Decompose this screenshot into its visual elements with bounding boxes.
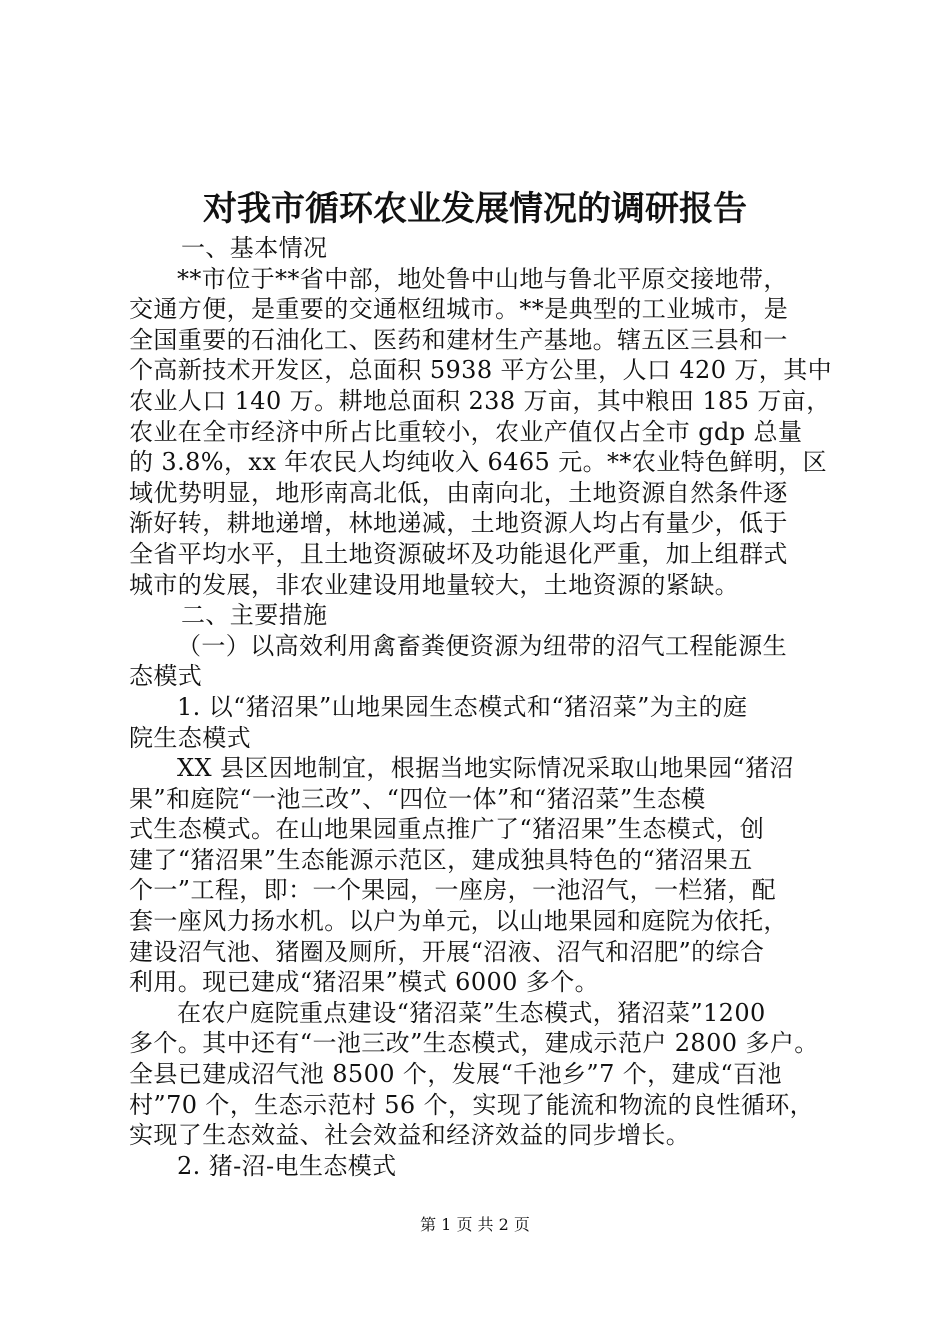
- paragraph-line: 全国重要的石油化工、医药和建材生产基地。辖五区三县和一: [129, 325, 788, 354]
- paragraph-line: 全县已建成沼气池 8500 个，发展“千池乡”7 个，建成“百池: [129, 1060, 782, 1089]
- section-heading-basic: 一、基本情况: [181, 234, 328, 262]
- paragraph-line: 建了“猪沼果”生态能源示范区，建成独具特色的“猪沼果五: [129, 845, 753, 874]
- paragraph-line: 域优势明显，地形南高北低，由南向北，土地资源自然条件逐: [129, 478, 788, 507]
- paragraph-line: 交通方便，是重要的交通枢纽城市。**是典型的工业城市，是: [129, 295, 789, 324]
- paragraph-line: 果”和庭院“一池三改”、“四位一体”和“猪沼菜”生态模: [129, 784, 706, 813]
- paragraph-line: 个一”工程，即：一个果园，一座房，一池沼气，一栏猪，配: [129, 876, 777, 905]
- paragraph-line: 渐好转，耕地递增，林地递减，土地资源人均占有量少，低于: [129, 509, 788, 538]
- section-heading-measures: 二、主要措施: [181, 601, 328, 630]
- paragraph-line: 套一座风力扬水机。以户为单元，以山地果园和庭院为依托，: [129, 907, 788, 936]
- document-title: 对我市循环农业发展情况的调研报告: [203, 189, 747, 229]
- paragraph-line: 在农户庭院重点建设“猪沼菜”生态模式，猪沼菜”1200: [177, 998, 766, 1027]
- paragraph-line: 利用。现已建成“猪沼果”模式 6000 多个。: [129, 968, 600, 997]
- paragraph-line: 建设沼气池、猪圈及厕所，开展“沼液、沼气和沼肥”的综合: [129, 937, 765, 966]
- item-heading: 院生态模式: [129, 723, 251, 752]
- item-heading: 1. 以“猪沼果”山地果园生态模式和“猪沼菜”为主的庭: [177, 692, 748, 721]
- subsection-heading: （一）以高效利用禽畜粪便资源为纽带的沼气工程能源生: [177, 631, 787, 660]
- document-body: [129, 233, 833, 1181]
- paragraph-line: 全省平均水平，且土地资源破坏及功能退化严重，加上组群式: [129, 539, 788, 568]
- subsection-heading: 态模式: [129, 662, 203, 691]
- paragraph-line: 式生态模式。在山地果园重点推广了“猪沼果”生态模式，创: [129, 815, 765, 844]
- paragraph-line: 多个。其中还有“一池三改”生态模式，建成示范户 2800 多户。: [129, 1029, 819, 1058]
- paragraph-line: 的 3.8%，xx 年农民人均纯收入 6465 元。**农业特色鲜明，区: [129, 448, 828, 477]
- paragraph-line: 村”70 个，生态示范村 56 个，实现了能流和物流的良性循环，: [129, 1090, 815, 1119]
- page-footer: 第 1 页 共 2 页: [420, 1215, 530, 1234]
- paragraph-line: 城市的发展，非农业建设用地量较大，土地资源的紧缺。: [129, 570, 739, 599]
- paragraph-line: 农业人口 140 万。耕地总面积 238 万亩，其中粮田 185 万亩，: [129, 386, 831, 415]
- paragraph-line: XX 县区因地制宜，根据当地实际情况采取山地果园“猪沼: [177, 754, 794, 783]
- paragraph-line: **市位于**省中部，地处鲁中山地与鲁北平原交接地带，: [177, 264, 788, 293]
- paragraph-line: 个高新技术开发区，总面积 5938 平方公里，人口 420 万，其中: [129, 356, 833, 385]
- paragraph-line: 农业在全市经济中所占比重较小，农业产值仅占全市 gdp 总量: [129, 417, 803, 446]
- paragraph-line: 实现了生态效益、社会效益和经济效益的同步增长。: [129, 1121, 691, 1150]
- item-heading: 2. 猪-沼-电生态模式: [177, 1151, 397, 1180]
